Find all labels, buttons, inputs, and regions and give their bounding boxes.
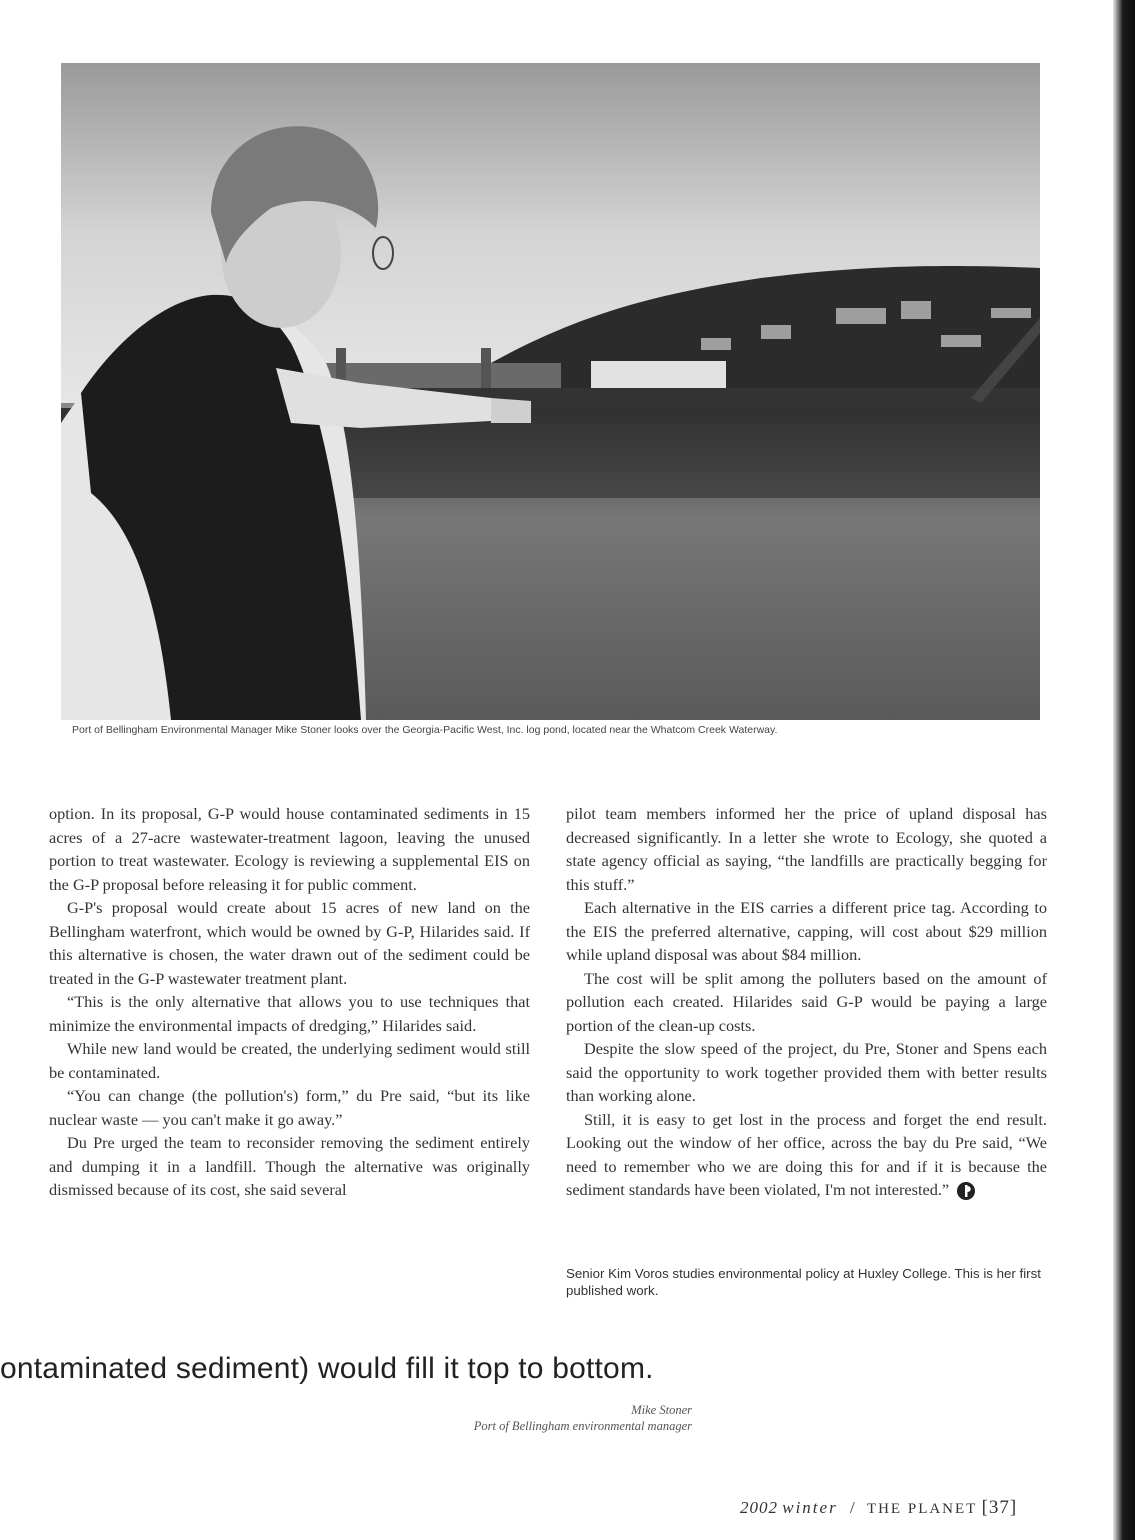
paragraph: G-P's proposal would create about 15 acres of new land on the Bellingham waterfront, which would be owned by G-P, Hilarides said. If this alternative is chosen, the water drawn out of the sediment could be treated in the G-P wastewater treatment plant. — [49, 898, 530, 988]
paragraph: While new land would be created, the underlying sediment would still be contaminated. — [49, 1039, 530, 1082]
attribution-name: Mike Stoner — [631, 1403, 692, 1417]
photo-illustration — [61, 63, 1040, 720]
article-column-right — [566, 802, 1047, 1202]
pull-quote-attribution — [474, 1402, 692, 1434]
paragraph-final — [566, 1108, 1047, 1202]
paragraph: Each alternative in the EIS carries a different price tag. According to the EIS the preferred alternative, capping, will cost about $29 million while upland disposal was about $84 million. — [566, 898, 1047, 964]
end-of-story-icon — [957, 1182, 975, 1200]
page-number: [37] — [981, 1497, 1018, 1518]
binding-shadow — [1113, 0, 1135, 1540]
footer-separator: / — [849, 1498, 855, 1517]
tower-right — [481, 348, 491, 388]
issue-year: 2002 — [740, 1498, 778, 1517]
hand — [491, 398, 531, 423]
paragraph: Du Pre urged the team to reconsider removing the sediment entirely and dumping it in a landfill. Though the alternative was originally dismissed because of its cost, she said several — [49, 1133, 530, 1199]
paragraph: The cost will be split among the polluters based on the amount of pollution each created. Hilarides said G-P would be paying a large portion of the clean-up costs. — [566, 968, 1047, 1035]
paragraph: “You can change (the pollution's) form,” du Pre said, “but its like nuclear waste — you can't make it go away.” — [49, 1086, 530, 1129]
paragraph: pilot team members informed her the price of upland disposal has decreased significantly. In a letter she wrote to Ecology, she quoted a state agency official as saying, “the landfills are practically begging for this stuff.” — [566, 804, 1047, 894]
paragraph-text: Still, it is easy to get lost in the process and forget the end result. Looking out the window of her office, across the bay du Pre said, “We need to remember who we are doing this for and if it is because the sediment standards have been violated, I'm not interested.” — [566, 1109, 1047, 1199]
pull-quote: ontaminated sediment) would fill it top to bottom. — [0, 1352, 654, 1385]
issue-season: winter — [782, 1498, 838, 1517]
photo — [61, 63, 1040, 720]
white-warehouse — [591, 361, 726, 389]
author-bio: Senior Kim Voros studies environmental policy at Huxley College. This is her first published work. — [566, 1266, 1041, 1298]
attribution-title: Port of Bellingham environmental manager — [473, 1419, 692, 1433]
magazine-name: THE PLANET — [866, 1501, 978, 1517]
paragraph: option. In its proposal, G-P would house contaminated sediments in 15 acres of a 27-acre wastewater-treatment lagoon, leaving the unused portion to treat wastewater. Ecology is reviewing a supplemental EIS on the G-P proposal before releasing it for public comment. — [49, 804, 530, 894]
paragraph: Despite the slow speed of the project, du Pre, Stoner and Spens each said the opportunity to work together provided them with better results than working alone. — [566, 1039, 1047, 1105]
article-column-left — [49, 802, 530, 1202]
photo-caption: Port of Bellingham Environmental Manager Mike Stoner looks over the Georgia-Pacific West, Inc. log pond, located near the Whatcom Creek Waterway. — [72, 724, 778, 736]
paragraph: “This is the only alternative that allows you to use techniques that minimize the environmental impacts of dredging,” Hilarides said. — [49, 992, 530, 1035]
page-footer — [740, 1497, 1017, 1519]
